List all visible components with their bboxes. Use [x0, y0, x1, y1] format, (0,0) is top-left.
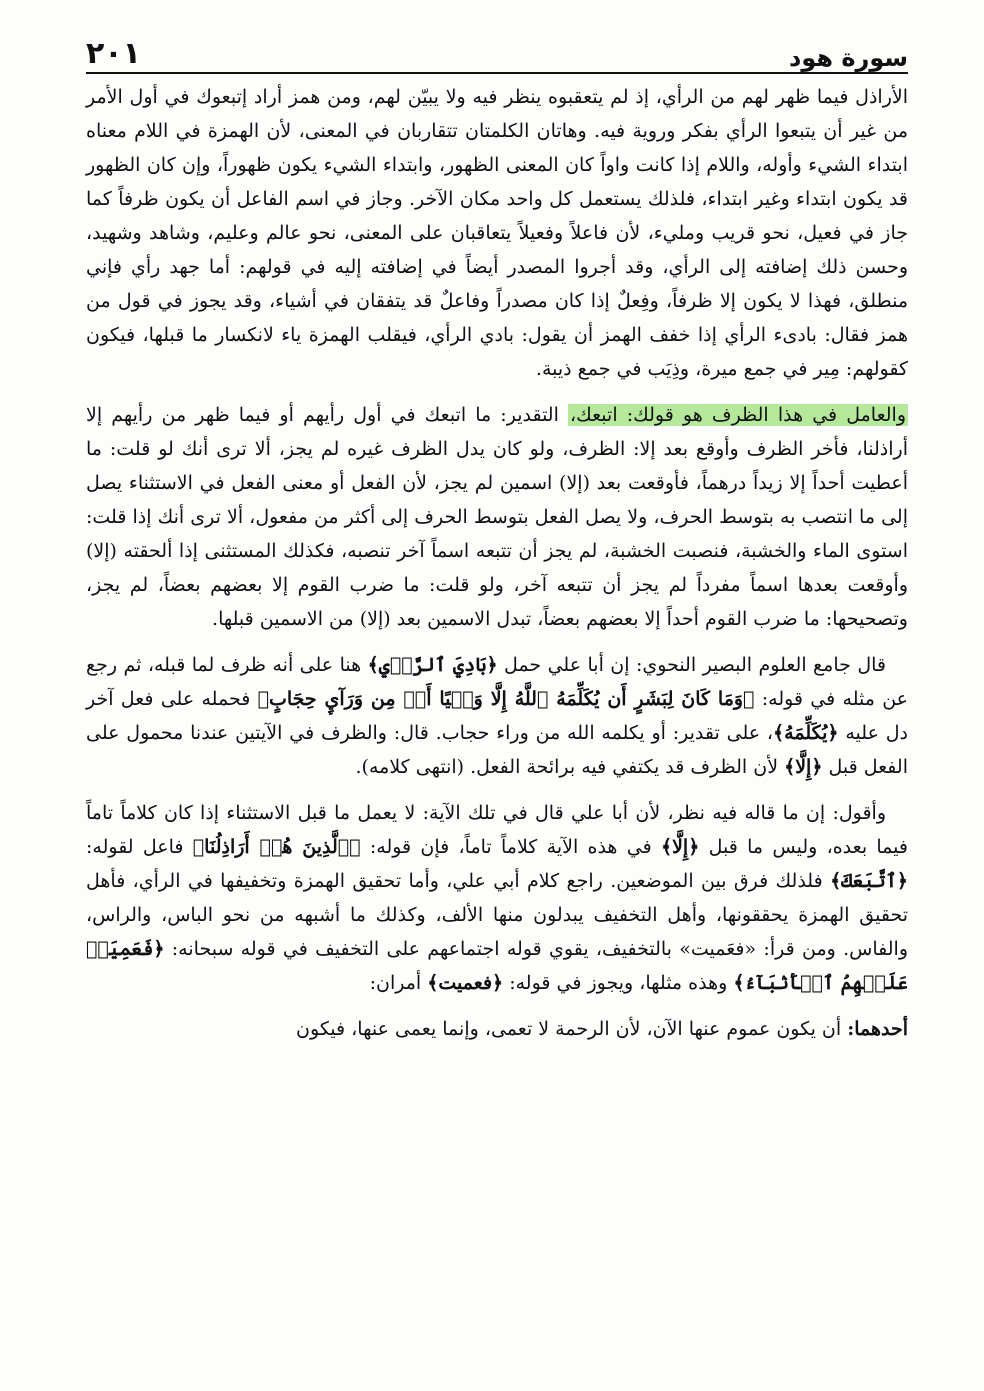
- text-run: قال جامع العلوم البصير النحوي: إن أبا علي حمل: [497, 654, 886, 676]
- page-header: [86, 28, 908, 74]
- quran-quote: ﴿ٱتَّبَعَكَ﴾: [830, 870, 908, 892]
- paragraph-1: الأراذل فيما ظهر لهم من الرأي، إذ لم يتعقبوه ينظر فيه ولا يبيّن لهم، ومن همز أراد إتبعوك في أول الأمر من غير أن يتبعوا الرأي بفكر وروية فيه. وهاتان الكلمتان تتقاربان في المعنى، لأن الهمزة في اللام معناه ابتداء الشيء وأوله، واللام إذا كانت واواً كان المعنى الظهور، وابتداء الشيء يكون ظهوراً، وإن كان الظهور قد يكون ابتداء وغير ابتداء، فلذلك يستعمل كل واحد مكان الآخر. وجاز في اسم الفاعل أن يكون ظرفاً كما جاز في فعيل، نحو قريب ومليء، لأن فاعلاً وفعيلاً يتعاقبان على المعنى، نحو عالم وعليم، وشاهد وشهيد، وحسن ذلك إضافته إلى الرأي، وقد أجروا المصدر أيضاً في إضافته إليه في قولهم: أما جهد رأي فإني منطلق، فهذا لا يكون إلا ظرفاً، وفِعلٌ إذا كان مصدراً وفاعلٌ قد يتفقان في أشياء، وقد يجوز في قول من همز فقال: بادىء الرأي إذا خفف الهمز أن يقول: بادي الرأي، فيقلب الهمزة ياء لانكسار ما قبلها، فيكون كقولهم: مِير في جمع ميرة، وذِيَب في جمع ذيبة.: [86, 86, 908, 380]
- quran-quote: ﴿فعميت﴾: [427, 972, 504, 994]
- quran-quote: ﴿ٱلَّذِينَ هُمۡ أَرَاذِلُنَا﴾: [192, 836, 361, 858]
- page-number: ٢٠١: [86, 36, 141, 71]
- highlighted-text[interactable]: والعامل في هذا الظرف هو قولك: اتبعك،: [569, 404, 906, 426]
- quran-quote: ﴿وَمَا كَانَ لِبَشَرٍ أَن يُكَلِّمَهُ ٱللَّهُ إِلَّا وَحۡيًا أَوۡ مِن وَرَآيِٕ حِجَابٍ﴾: [257, 688, 755, 710]
- quran-quote: ﴿إِلَّا﴾: [784, 756, 823, 778]
- quran-quote: ﴿إِلَّا﴾: [660, 836, 700, 858]
- paragraph-2: [86, 398, 908, 636]
- section-label: أحدهما:: [847, 1018, 908, 1040]
- paragraph-4: [86, 796, 908, 1000]
- surah-title: سورة هود: [789, 44, 908, 72]
- text-run: في هذه الآية كلاماً تاماً، فإن قوله:: [360, 836, 661, 858]
- paragraph-2-text: التقدير: ما اتبعك في أول رأيهم أو فيما ظهر من رأيهم إلا أراذلنا، فأخر الظرف وأوقع بعد إلا: الظرف، ولو كان يدل الظرف غيره لم يجز، ألا ترى أنك لو قلت: ما أعطيت أحداً إلا زيداً درهماً، فأوقعت بعد (إلا) اسمين لم يجز، لأن الفعل أو معنى الفعل في الاستثناء يصل إلى ما انتصب به بتوسط الحرف، ولا يصل الفعل بتوسط الحرف إلى أكثر من مفعول، ألا ترى أنك إذا قلت: استوى الماء والخشبة، فنصبت الخشبة، لم يجز أن تتبعه اسماً آخر تنصبه، فكذلك المستثنى إذا ألحقته (إلا) وأوقعت بعدها اسماً مفرداً لم يجز أن تتبعه آخر، ولو قلت: ما ضرب القوم إلا بعضهم بعضاً، لم يجز، وتصحيحها: ما ضرب القوم أحداً إلا بعضهم بعضاً، تبدل الاسمين بعد (إلا) من الاسمين قبلها.: [86, 404, 908, 630]
- text-run: ، على تقدير: أو يكلمه الله من وراء حجاب. قال: والظرف في الآيتين عندنا محمول على الفعل قبل: [86, 722, 908, 778]
- paragraph-3: [86, 648, 908, 784]
- text-run: وأقول: إن ما قاله فيه نظر، لأن أبا علي قال في تلك الآية: لا يعمل ما قبل الاستثناء إذا كان كلاماً تاماً فيما بعده، وليس ما قبل: [86, 802, 908, 858]
- paragraph-5: [86, 1012, 908, 1046]
- text-run: لأن الظرف قد يكتفي فيه برائحة الفعل. (انتهى كلامه).: [355, 756, 785, 778]
- text-run: أن يكون عموم عنها الآن، لأن الرحمة لا تعمى، وإنما يعمى عنها، فيكون: [296, 1018, 848, 1040]
- text-run: وهذه مثلها، ويجوز في قوله:: [503, 972, 734, 994]
- text-run: أمران:: [369, 972, 428, 994]
- text-run: فلذلك فرق بين الموضعين. راجع كلام أبي علي، وأما تحقيق الهمزة وتخفيفها في الرأي، فأهل تحقيق الهمزة يحققونها، وأهل التخفيف يبدلون منها الألف، وكذلك ما أشبهه من نحو الباس، والراس، والفاس. ومن قرأ: «فعَميت» بالتخفيف، يقوي قوله اجتماعهم على التخفيف في قوله سبحانه:: [86, 870, 908, 960]
- quran-quote: ﴿فَعَمِيَتۡ عَلَيۡهِمُ ٱلۡأَنۢبَآءُ﴾: [86, 938, 908, 994]
- quran-quote: ﴿بَادِيَ ٱلرَّأۡيِ﴾: [367, 654, 498, 676]
- text-run: فاعل لقوله:: [86, 836, 193, 858]
- quran-quote: ﴿يُكَلِّمَهُ﴾: [773, 722, 839, 744]
- text-run: هنا على أنه ظرف لما قبله، ثم رجع عن مثله في قوله:: [86, 654, 908, 710]
- text-run: فحمله على فعل آخر دل عليه: [86, 688, 908, 744]
- page-body: [86, 74, 908, 1046]
